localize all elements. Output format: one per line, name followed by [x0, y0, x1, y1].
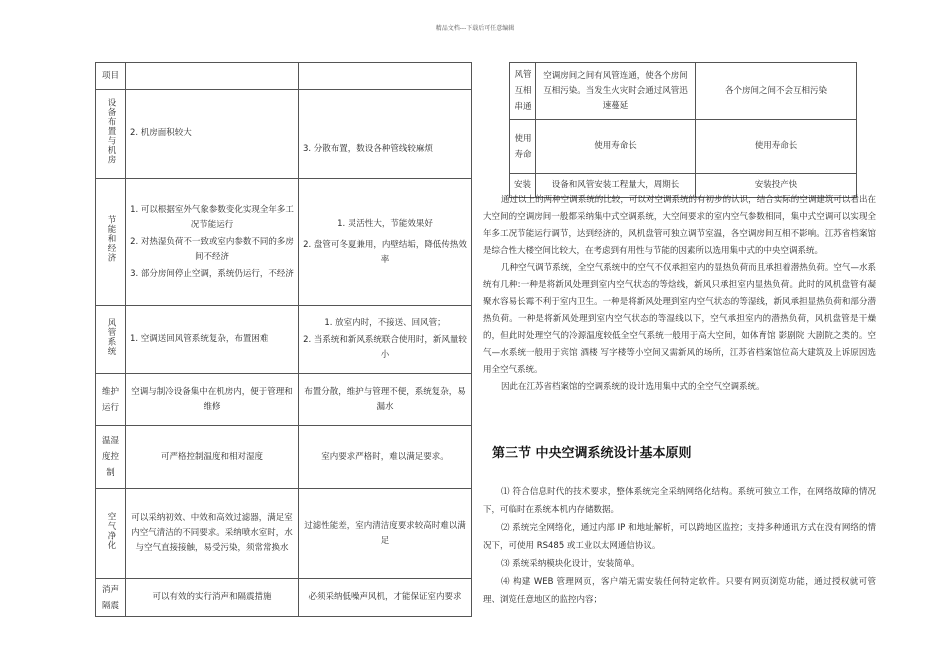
table-row — [96, 179, 472, 306]
central-system-cell: 1. 空调送回风管系统复杂，布置困难 — [126, 306, 299, 374]
comparison-table-right — [509, 62, 857, 198]
table-row — [96, 63, 472, 90]
row-label: 维护运行 — [96, 374, 126, 426]
table-row — [96, 579, 472, 617]
paragraph: 因此在江苏省档案馆的空调系统的设计选用集中式的全空气空调系统。 — [501, 382, 765, 392]
table-row — [96, 90, 472, 179]
row-label: 项目 — [96, 63, 126, 90]
section-heading: 第三节 中央空调系统设计基本原则 — [492, 446, 692, 461]
row-label: 风管系统 — [96, 306, 126, 374]
list-item: ⑴ 符合信息时代的技术要求，整体系统完全采纳网络化结构。系统可独立工作，在网络故障的情况下，可临时在系统本机内存储数据。 — [483, 487, 876, 515]
row-label: 风管互相串通 — [510, 63, 536, 120]
table-row — [96, 374, 472, 426]
list-item: ⑶ 系统采纳模块化设计，安装简单。 — [501, 559, 640, 569]
central-system-cell — [126, 63, 299, 90]
fan-coil-system-cell: 1. 灵活性大，节能效果好 2. 盘管可冬夏兼用，内壁结垢，降低传热效率 — [299, 179, 472, 306]
central-system-cell: 可严格控制温度和相对湿度 — [126, 426, 299, 489]
table-row — [510, 120, 857, 174]
row-label: 设备布置与机房 — [96, 90, 126, 179]
central-system-cell: 2. 机房面积较大 — [126, 90, 299, 179]
fan-coil-system-cell — [299, 63, 472, 90]
principles-list — [483, 483, 876, 609]
row-label: 安装 — [510, 174, 536, 198]
fan-coil-system-cell: 1. 放室内时，不接送、回风管； 2. 当系统和新风系统联合使用时，新风量较小 — [299, 306, 472, 374]
table-row — [96, 306, 472, 374]
central-system-cell: 1. 可以根据室外气象参数变化实现全年多工况节能运行 2. 对热湿负荷不一致或室内参数不同的多房间不经济 3. 部分房间停止空调，系统仍运行，不经济 — [126, 179, 299, 306]
fan-coil-system-cell: 布置分散，维护与管理不便，系统复杂，易漏水 — [299, 374, 472, 426]
comparison-table-left — [95, 62, 472, 617]
header-note: 精品文档---下载后可任意编辑 — [435, 25, 515, 32]
fan-coil-system-cell: 过滤性能差，室内清洁度要求较高时难以满足 — [299, 489, 472, 579]
list-item: ⑵ 系统完全网络化，通过内部 IP 和地址解析，可以跨地区监控；支持多种通讯方式在没有网络的情况下，可使用 RS485 或工业以太网通信协议。 — [483, 523, 876, 551]
central-system-cell: 使用寿命长 — [536, 120, 696, 174]
fan-coil-system-cell: 安装投产快 — [696, 174, 857, 198]
central-system-cell: 可以有效的实行消声和隔震措施 — [126, 579, 299, 617]
table-row — [96, 426, 472, 489]
row-label: 温湿度控制 — [96, 426, 126, 489]
fan-coil-system-cell: 室内要求严格时，难以满足要求。 — [299, 426, 472, 489]
central-system-cell: 设备和风管安装工程量大，周期长 — [536, 174, 696, 198]
list-item: ⑷ 构建 WEB 管理网页，客户端无需安装任何特定软件。只要有网页浏览功能，通过授权就可管理、浏览任意地区的监控内容； — [483, 577, 876, 605]
fan-coil-system-cell: 使用寿命长 — [696, 120, 857, 174]
table-row — [510, 63, 857, 120]
row-label: 空气净化 — [96, 489, 126, 579]
row-label: 消声隔震 — [96, 579, 126, 617]
central-system-cell: 可以采纳初效、中效和高效过滤器，满足室内空气清洁的不同要求。采纳喷水室时，水与空气直接接触，易受污染，须常常换水 — [126, 489, 299, 579]
central-system-cell: 空调与制冷设备集中在机房内，便于管理和维修 — [126, 374, 299, 426]
paragraph: 几种空气调节系统，全空气系统中的空气不仅承担室内的显热负荷而且承担着潜热负荷。空气—水系统有几种:一种是将新风处理到室内空气状态的等焓线，新风只承担室内显热负荷。此时的风机盘管有凝聚水容易长霉不利于室内卫生。一种是将新风处理到室内空气状态的等湿线，新风承担显热负荷和部分潜热负荷。一种是将新风处理到室内空气状态的等湿线以下，空气承担室内的潜热负荷，风机盘管是干燥的，但此时处理空气的冷源温度较低全空气系统一般用于高大空间，如体育馆 影剧院 大剧院之类的。空气—水系统一般用于宾馆 酒楼 写字楼等小空间又需新风的场所，江苏省档案馆位高大建筑及上诉原因选用全空气系统。 — [483, 263, 876, 375]
central-system-cell: 空调房间之间有风管连通，使各个房间互相污染。当发生火灾时会通过风管迅速蔓延 — [536, 63, 696, 120]
table-row — [96, 489, 472, 579]
row-label: 节能和经济 — [96, 179, 126, 306]
row-label: 使用寿命 — [510, 120, 536, 174]
fan-coil-system-cell: 各个房间之间不会互相污染 — [696, 63, 857, 120]
paragraph: 通过以上的两种空调系统的比较，可以对空调系统的有初步的认识，结合实际的空调建筑可以看出在大空间的空调房间一般都采纳集中式空调系统，大空间要求的室内空气参数相同，集中式空调可以实现全年多工况节能运行调节，达到经济的，风机盘管可独立调节室温，各空调房间互相不影响。江苏省档案馆是综合性大楼空间比较大，在考虑到有用性与节能的因素所以选用集中式的中央空调系统。 — [483, 195, 876, 256]
fan-coil-system-cell: 3. 分散布置，数设各种管线较麻烦 — [299, 90, 472, 179]
fan-coil-system-cell: 必须采纳低噪声风机，才能保证室内要求 — [299, 579, 472, 617]
body-text — [483, 192, 876, 396]
